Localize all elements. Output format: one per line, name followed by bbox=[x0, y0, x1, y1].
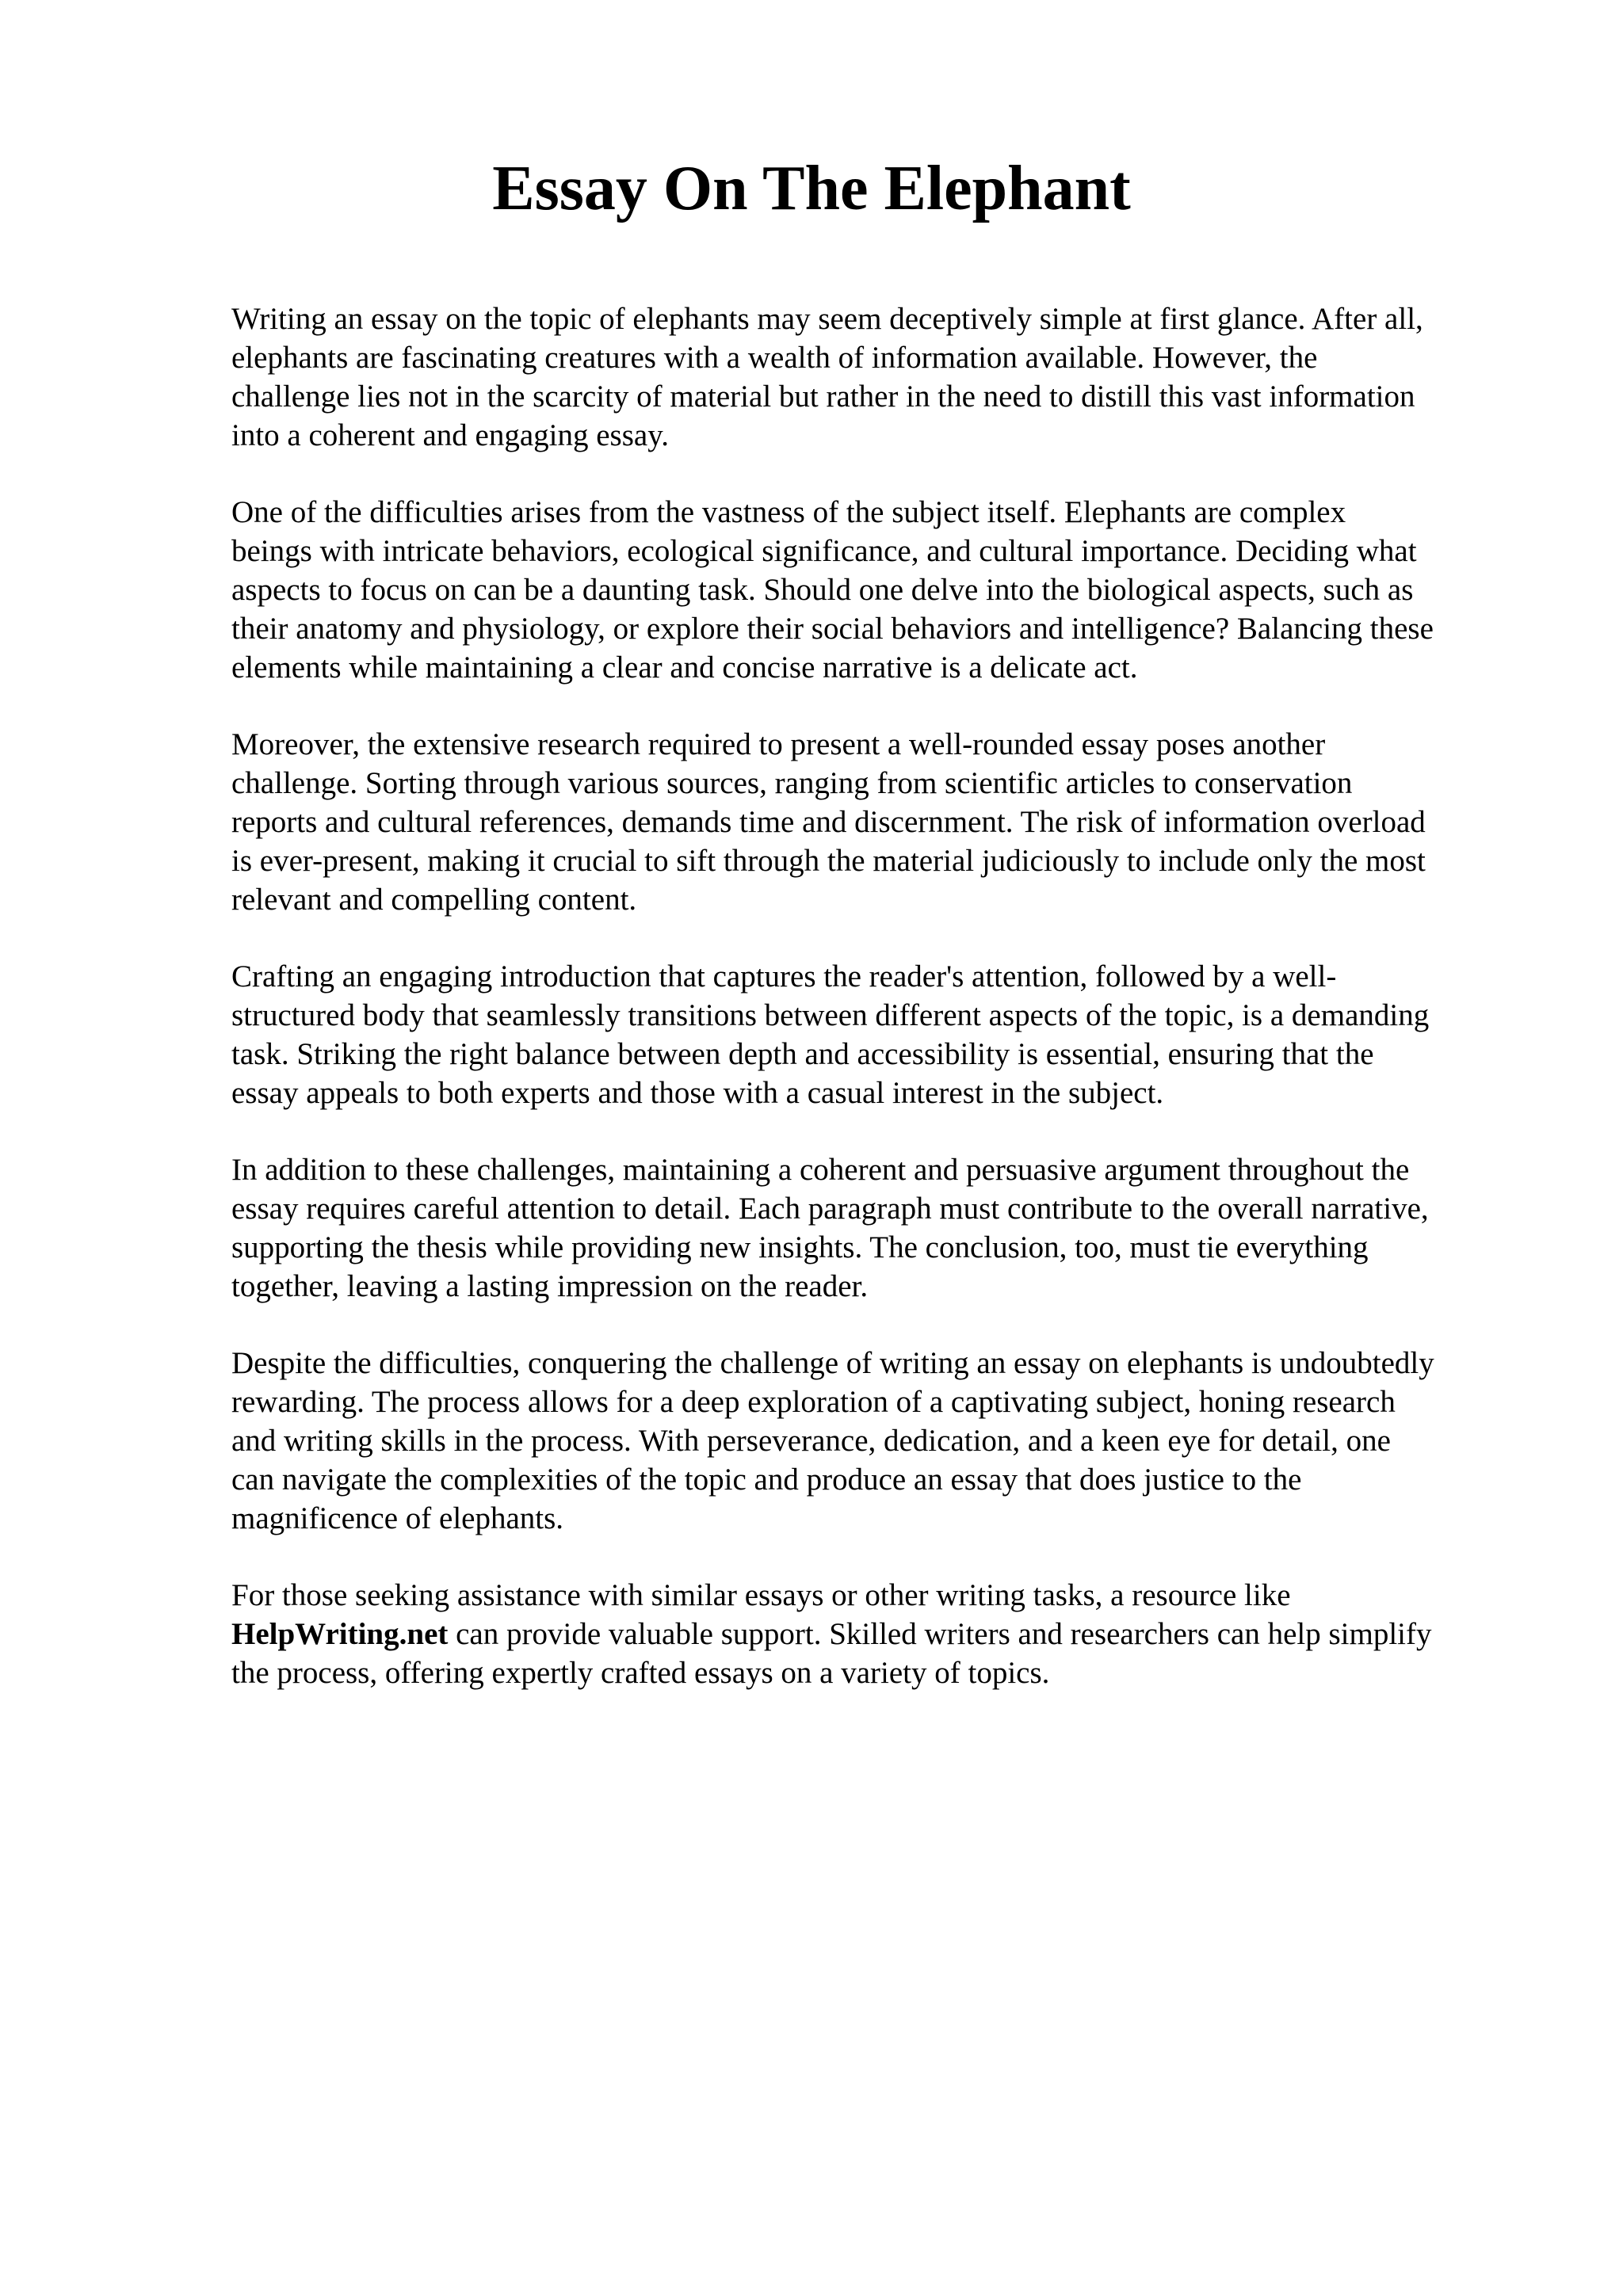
paragraph-line: supporting the thesis while providing new insights. The conclusion, too, must tie everything bbox=[231, 1230, 1369, 1264]
paragraph-line: structured body that seamlessly transitions between different aspects of the topic, is a demanding bbox=[231, 998, 1430, 1032]
paragraph-line: reports and cultural references, demands time and discernment. The risk of information overload bbox=[231, 805, 1426, 839]
paragraph-line: into a coherent and engaging essay. bbox=[231, 418, 669, 452]
paragraph-line: can navigate the complexities of the topic and produce an essay that does justice to the bbox=[231, 1463, 1302, 1497]
paragraph-3 bbox=[231, 725, 1515, 919]
paragraph-line: In addition to these challenges, maintaining a coherent and persuasive argument throughout the bbox=[231, 1153, 1410, 1187]
paragraph-2 bbox=[231, 493, 1515, 687]
paragraph-line: beings with intricate behaviors, ecological significance, and cultural importance. Deciding what bbox=[231, 534, 1417, 568]
paragraph-line: For those seeking assistance with similar essays or other writing tasks, a resource like bbox=[231, 1578, 1291, 1612]
paragraph-1 bbox=[231, 299, 1515, 455]
paragraph-line: is ever-present, making it crucial to sift through the material judiciously to include only the most bbox=[231, 844, 1426, 878]
paragraph-line: together, leaving a lasting impression on the reader. bbox=[231, 1269, 869, 1303]
paragraph-line: Moreover, the extensive research required to present a well-rounded essay poses another bbox=[231, 727, 1326, 761]
paragraph-line: task. Striking the right balance between depth and accessibility is essential, ensuring that the bbox=[231, 1037, 1374, 1071]
paragraph-line: Crafting an engaging introduction that captures the reader's attention, followed by a well- bbox=[231, 959, 1337, 994]
paragraph-line: the process, offering expertly crafted essays on a variety of topics. bbox=[231, 1656, 1050, 1690]
paragraph-line: and writing skills in the process. With perseverance, dedication, and a keen eye for detail, one bbox=[231, 1424, 1391, 1458]
paragraph-6 bbox=[231, 1344, 1515, 1538]
paragraph-line: aspects to focus on can be a daunting task. Should one delve into the biological aspects, such as bbox=[231, 573, 1414, 607]
paragraph-line: essay appeals to both experts and those with a casual interest in the subject. bbox=[231, 1076, 1164, 1110]
paragraph-4 bbox=[231, 957, 1515, 1112]
helpwriting-link[interactable]: HelpWriting.net bbox=[231, 1617, 449, 1651]
document-body bbox=[231, 299, 1515, 1730]
paragraph-line: Despite the difficulties, conquering the challenge of writing an essay on elephants is undoubtedly bbox=[231, 1346, 1434, 1380]
closing-paragraph bbox=[231, 1576, 1515, 1692]
closing-line-rest: can provide valuable support. Skilled writers and researchers can help simplify bbox=[448, 1617, 1432, 1651]
paragraph-line: challenge lies not in the scarcity of material but rather in the need to distill this vast information bbox=[231, 379, 1415, 414]
paragraph-line: magnificence of elephants. bbox=[231, 1501, 564, 1535]
paragraph-line: elephants are fascinating creatures with a wealth of information available. However, the bbox=[231, 341, 1318, 375]
paragraph-line: essay requires careful attention to detail. Each paragraph must contribute to the overall narrative, bbox=[231, 1192, 1429, 1226]
paragraph-line: rewarding. The process allows for a deep exploration of a captivating subject, honing research bbox=[231, 1385, 1396, 1419]
paragraph-5 bbox=[231, 1150, 1515, 1306]
paragraph-line: their anatomy and physiology, or explore their social behaviors and intelligence? Balancing these bbox=[231, 612, 1434, 646]
paragraph-line: One of the difficulties arises from the vastness of the subject itself. Elephants are complex bbox=[231, 495, 1346, 529]
paragraph-line: relevant and compelling content. bbox=[231, 883, 637, 917]
document-title: Essay On The Elephant bbox=[492, 154, 1131, 223]
paragraph-line: Writing an essay on the topic of elephants may seem deceptively simple at first glance. After all, bbox=[231, 302, 1423, 336]
paragraph-line bbox=[231, 1615, 1515, 1653]
paragraph-line: elements while maintaining a clear and concise narrative is a delicate act. bbox=[231, 650, 1138, 685]
paragraph-line: challenge. Sorting through various sources, ranging from scientific articles to conservation bbox=[231, 766, 1353, 800]
